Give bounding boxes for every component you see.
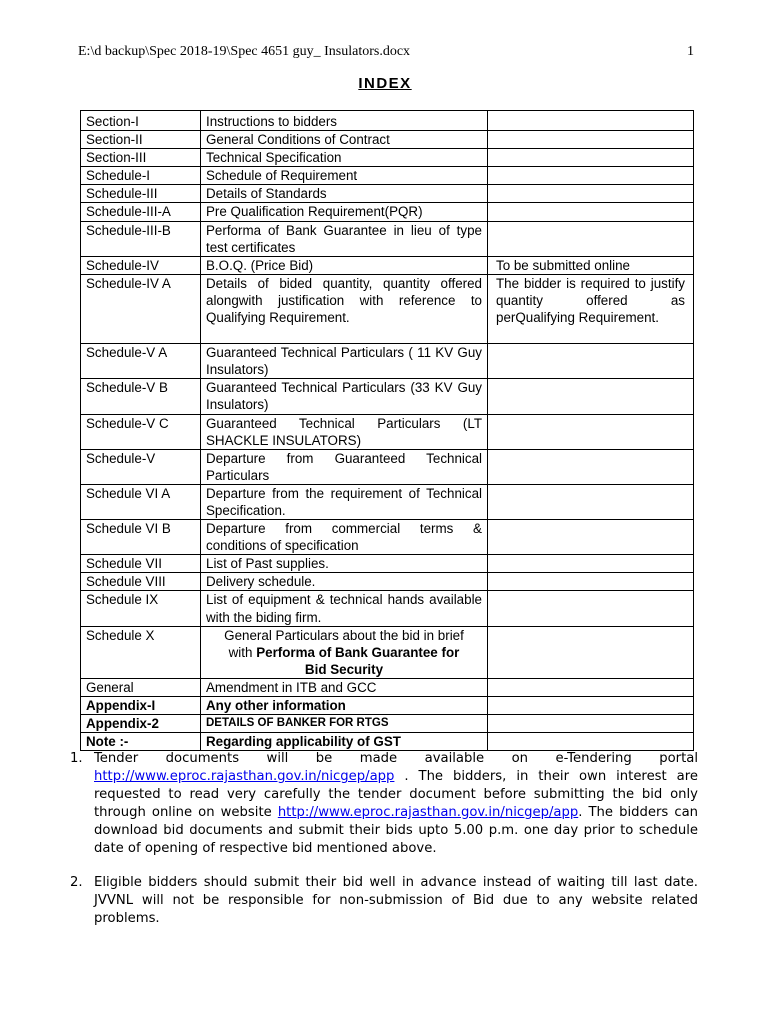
remarks-cell bbox=[488, 414, 694, 449]
table-row bbox=[81, 591, 694, 626]
table-row bbox=[81, 733, 694, 751]
section-cell: Schedule-I bbox=[81, 167, 201, 185]
table-row bbox=[81, 149, 694, 167]
remarks-cell: To be submitted online bbox=[488, 256, 694, 274]
description-cell: List of equipment & technical hands available with the biding firm. bbox=[201, 591, 488, 626]
table-row bbox=[81, 715, 694, 733]
table-row bbox=[81, 626, 694, 678]
description-cell: B.O.Q. (Price Bid) bbox=[201, 256, 488, 274]
section-cell: Schedule-IV bbox=[81, 256, 201, 274]
section-cell: Schedule-V A bbox=[81, 344, 201, 379]
section-cell: Section-II bbox=[81, 131, 201, 149]
table-row bbox=[81, 221, 694, 256]
section-cell: Schedule-III-A bbox=[81, 203, 201, 221]
description-cell: Technical Specification bbox=[201, 149, 488, 167]
remarks-cell bbox=[488, 626, 694, 678]
remarks-cell bbox=[488, 221, 694, 256]
description-cell: Regarding applicability of GST bbox=[201, 733, 488, 751]
list-item bbox=[70, 874, 698, 928]
section-cell: Schedule VII bbox=[81, 555, 201, 573]
remarks-cell bbox=[488, 344, 694, 379]
section-cell: Schedule VI B bbox=[81, 520, 201, 555]
description-bold-line: Performa of Bank Guarantee for bbox=[256, 644, 460, 660]
remarks-cell bbox=[488, 484, 694, 519]
table-row bbox=[81, 379, 694, 414]
remarks-cell: The bidder is required to justify quantity offered as perQualifying Requirement. bbox=[488, 274, 694, 343]
note-number: 1. bbox=[70, 751, 83, 766]
description-cell: Pre Qualification Requirement(PQR) bbox=[201, 203, 488, 221]
description-cell: Instructions to bidders bbox=[201, 111, 488, 131]
section-cell: Schedule-V bbox=[81, 449, 201, 484]
section-cell: Appendix-2 bbox=[81, 715, 201, 733]
description-cell: General Conditions of Contract bbox=[201, 131, 488, 149]
section-cell: Schedule-IV A bbox=[81, 274, 201, 343]
table-row bbox=[81, 573, 694, 591]
table-row bbox=[81, 555, 694, 573]
table-row bbox=[81, 344, 694, 379]
section-cell: Schedule-V C bbox=[81, 414, 201, 449]
table-row bbox=[81, 678, 694, 696]
table-row bbox=[81, 131, 694, 149]
note-text-part: . The bidders can download bid documents and submit their bids upto 5.00 p.m. one day prior to schedule date of opening of respective bid mentioned above. bbox=[94, 805, 699, 856]
section-cell: Schedule VIII bbox=[81, 573, 201, 591]
description-cell: Details of Standards bbox=[201, 185, 488, 203]
section-cell: Schedule-III bbox=[81, 185, 201, 203]
section-cell: General bbox=[81, 678, 201, 696]
description-cell bbox=[201, 626, 488, 678]
page-number: 1 bbox=[687, 44, 694, 59]
section-cell: Schedule VI A bbox=[81, 484, 201, 519]
description-cell: Departure from commercial terms & conditions of specification bbox=[201, 520, 488, 555]
eproc-portal-link[interactable]: http://www.eproc.rajasthan.gov.in/nicgep/app bbox=[94, 769, 395, 784]
table-row bbox=[81, 167, 694, 185]
table-row bbox=[81, 256, 694, 274]
table-row bbox=[81, 414, 694, 449]
note-text-part: Tender documents will be made available on e-Tendering portal bbox=[94, 751, 698, 766]
remarks-cell bbox=[488, 111, 694, 131]
description-prefix: with bbox=[228, 644, 257, 660]
description-cell: List of Past supplies. bbox=[201, 555, 488, 573]
eproc-website-link[interactable]: http://www.eproc.rajasthan.gov.in/nicgep/app bbox=[277, 805, 579, 820]
description-bold-line: Bid Security bbox=[304, 661, 384, 677]
section-cell: Schedule X bbox=[81, 626, 201, 678]
remarks-cell bbox=[488, 149, 694, 167]
description-cell: Departure from Guaranteed Technical Particulars bbox=[201, 449, 488, 484]
description-cell: Departure from the requirement of Technical Specification. bbox=[201, 484, 488, 519]
section-cell: Schedule-III-B bbox=[81, 221, 201, 256]
remarks-cell bbox=[488, 185, 694, 203]
description-cell: Any other information bbox=[201, 697, 488, 715]
description-cell: DETAILS OF BANKER FOR RTGS bbox=[201, 715, 488, 733]
remarks-cell bbox=[488, 167, 694, 185]
remarks-cell bbox=[488, 678, 694, 696]
section-cell: Schedule-V B bbox=[81, 379, 201, 414]
table-row bbox=[81, 185, 694, 203]
index-table bbox=[80, 110, 694, 751]
section-cell: Note :- bbox=[81, 733, 201, 751]
table-row bbox=[81, 484, 694, 519]
table-row bbox=[81, 111, 694, 131]
section-cell: Section-III bbox=[81, 149, 201, 167]
remarks-cell bbox=[488, 379, 694, 414]
note-text: Eligible bidders should submit their bid well in advance instead of waiting till last date. JVVNL will not be responsible for non-submission of Bid due to any website related problems. bbox=[94, 875, 698, 926]
section-cell: Appendix-I bbox=[81, 697, 201, 715]
page-title: INDEX bbox=[358, 75, 412, 92]
file-path: E:\d backup\Spec 2018-19\Spec 4651 guy_ Insulators.docx bbox=[78, 44, 411, 59]
remarks-cell bbox=[488, 573, 694, 591]
table-row bbox=[81, 520, 694, 555]
remarks-cell bbox=[488, 131, 694, 149]
description-cell: Delivery schedule. bbox=[201, 573, 488, 591]
note-text bbox=[94, 750, 698, 858]
remarks-cell bbox=[488, 733, 694, 751]
list-item bbox=[70, 750, 698, 858]
note-number: 2. bbox=[70, 875, 83, 890]
section-cell: Section-I bbox=[81, 111, 201, 131]
remarks-cell bbox=[488, 520, 694, 555]
remarks-cell bbox=[488, 449, 694, 484]
remarks-cell bbox=[488, 715, 694, 733]
table-row bbox=[81, 449, 694, 484]
description-cell: Schedule of Requirement bbox=[201, 167, 488, 185]
description-cell: Guaranteed Technical Particulars (LT SHACKLE INSULATORS) bbox=[201, 414, 488, 449]
description-cell: Performa of Bank Guarantee in lieu of type test certificates bbox=[201, 221, 488, 256]
table-row bbox=[81, 203, 694, 221]
remarks-cell bbox=[488, 555, 694, 573]
description-cell: Guaranteed Technical Particulars ( 11 KV Guy Insulators) bbox=[201, 344, 488, 379]
description-line: General Particulars about the bid in brief bbox=[224, 627, 464, 643]
table-row bbox=[81, 274, 694, 343]
notes-list bbox=[70, 750, 698, 944]
description-cell: Guaranteed Technical Particulars (33 KV Guy Insulators) bbox=[201, 379, 488, 414]
table-row bbox=[81, 697, 694, 715]
section-cell: Schedule IX bbox=[81, 591, 201, 626]
remarks-cell bbox=[488, 591, 694, 626]
description-cell: Amendment in ITB and GCC bbox=[201, 678, 488, 696]
note-text-part: . The bidders, in their own interest are requested to read very carefully the tender document before submitting the bid only through online on website bbox=[94, 769, 698, 820]
remarks-cell bbox=[488, 203, 694, 221]
description-cell: Details of bided quantity, quantity offered alongwith justification with reference to Qualifying Requirement. bbox=[201, 274, 488, 343]
remarks-cell bbox=[488, 697, 694, 715]
